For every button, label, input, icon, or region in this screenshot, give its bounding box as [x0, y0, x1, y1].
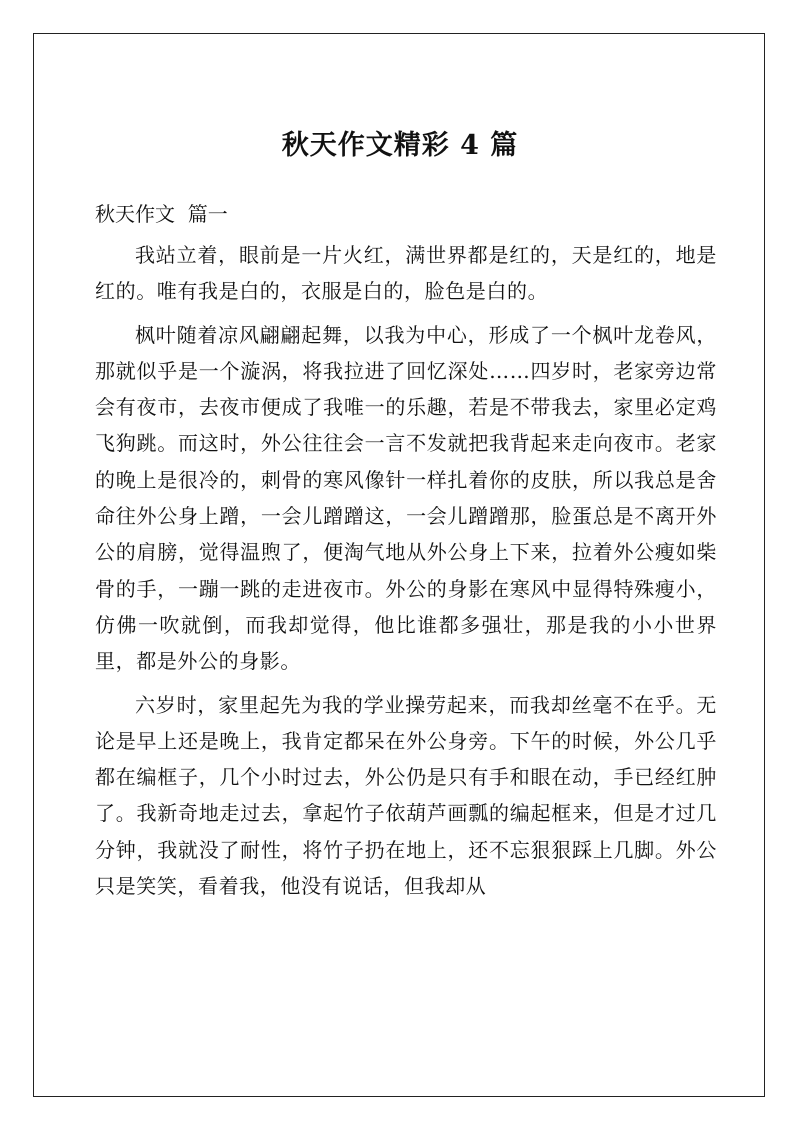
paragraph-1: 我站立着，眼前是一片火红，满世界都是红的，天是红的，地是红的。唯有我是白的，衣服是白的，脸色是白的。	[95, 243, 717, 304]
section-heading: 秋天作文 篇一	[95, 202, 228, 226]
document-title: 秋天作文精彩 4 篇	[281, 130, 519, 161]
document-body	[95, 237, 717, 904]
paragraph-2: 枫叶随着凉风翩翩起舞，以我为中心，形成了一个枫叶龙卷风，那就似乎是一个漩涡，将我拉进了回忆深处……四岁时，老家旁边常会有夜市，去夜市便成了我唯一的乐趣，若是不带我去，家里必定鸡飞狗跳。而这时，外公往往会一言不发就把我背起来走向夜市。老家的晚上是很冷的，刺骨的寒风像针一样扎着你的皮肤，所以我总是舍命往外公身上蹭，一会儿蹭蹭这，一会儿蹭蹭那，脸蛋总是不离开外公的肩膀，觉得温煦了，便淘气地从外公身上下来，拉着外公瘦如柴骨的手，一蹦一跳的走进夜市。外公的身影在寒风中显得特殊瘦小，仿佛一吹就倒，而我却觉得，他比谁都多强壮，那是我的小小世界里，都是外公的身影。	[95, 322, 717, 674]
paragraph-3: 六岁时，家里起先为我的学业操劳起来，而我却丝毫不在乎。无论是早上还是晚上，我肯定都呆在外公身旁。下午的时候，外公几乎都在编框子，几个小时过去，外公仍是只有手和眼在动，手已经红肿了。我新奇地走过去，拿起竹子依葫芦画瓢的编起框来，但是才过几分钟，我就没了耐性，将竹子扔在地上，还不忘狠狠踩上几脚。外公只是笑笑，看着我，他没有说话，但我却从	[95, 692, 717, 899]
